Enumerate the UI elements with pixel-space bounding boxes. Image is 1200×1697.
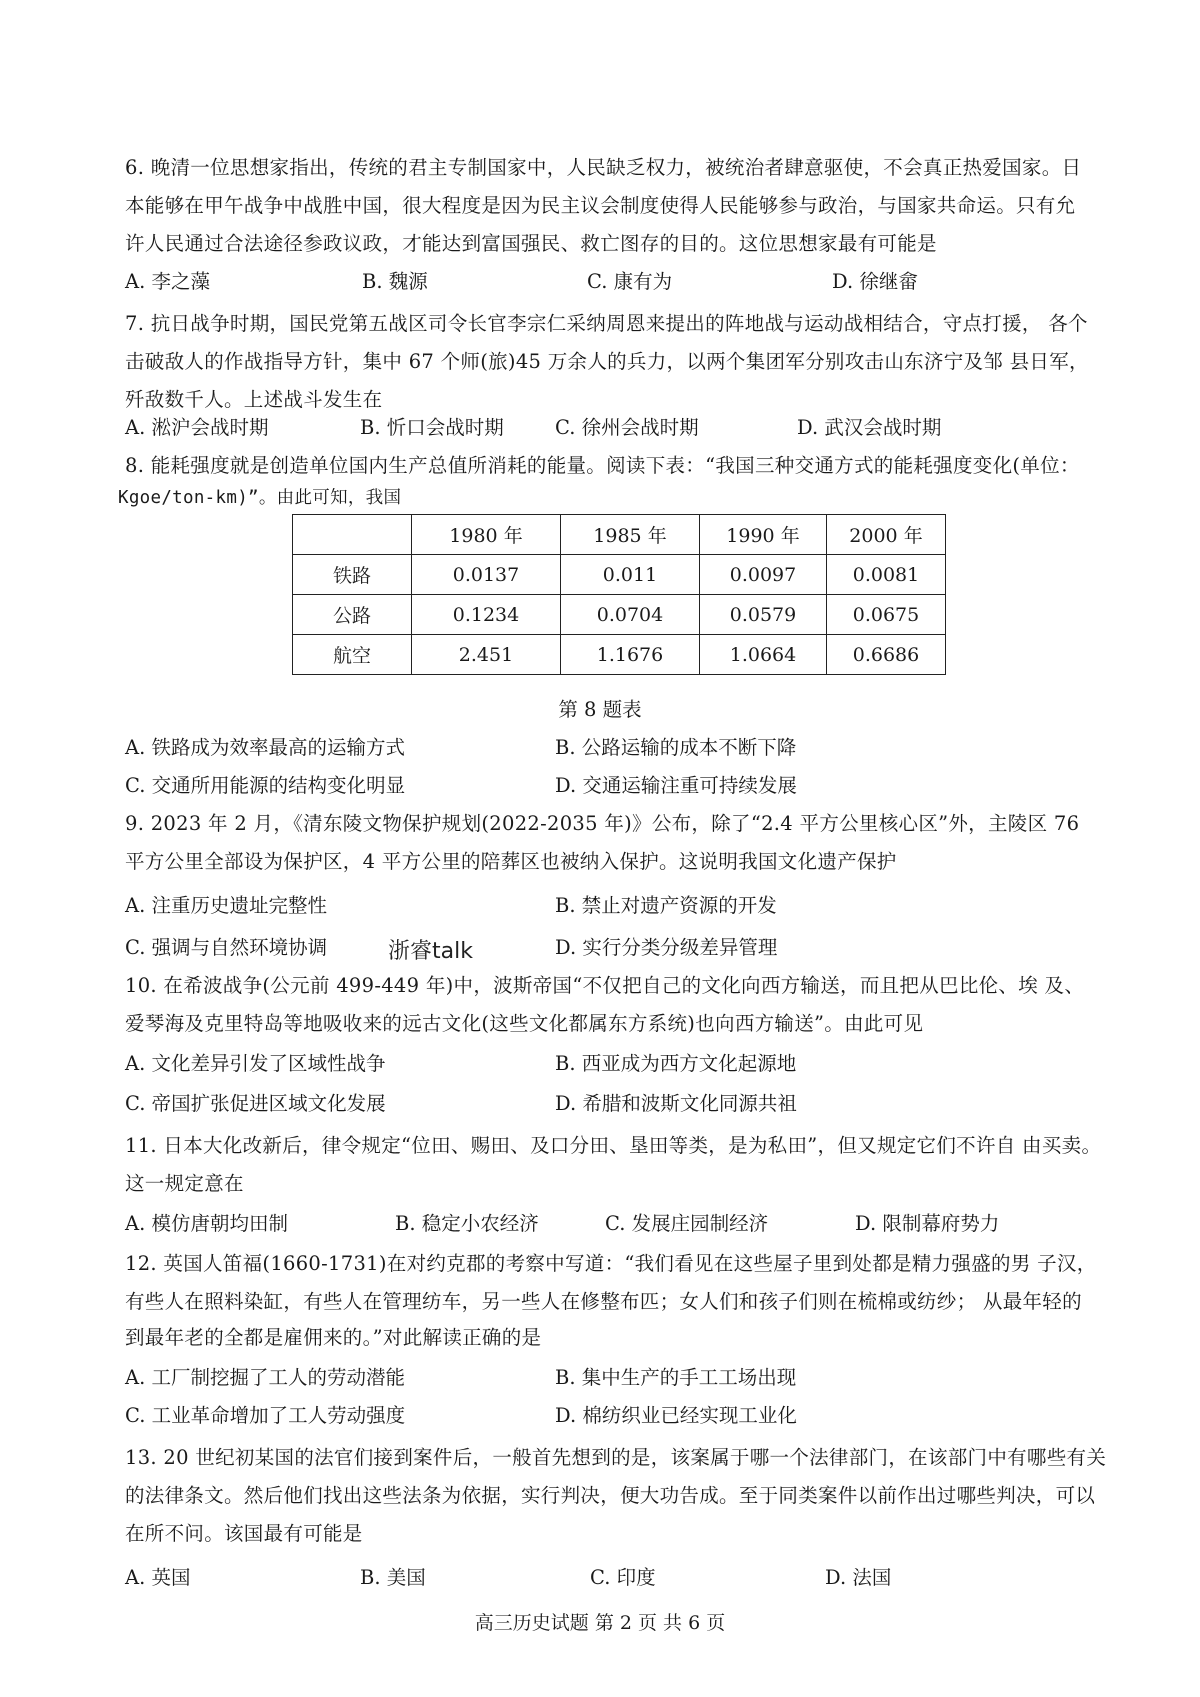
table-cell: 0.0579 (700, 595, 827, 635)
question-text-line: 9. 2023 年 2 月，《清东陵文物保护规划(2022-2035 年)》公布，除了“2.4 平方公里核心区”外，主陵区 76 (125, 812, 1080, 835)
row-label-cell: 公路 (293, 595, 412, 635)
page-footer: 高三历史试题 第 2 页 共 6 页 (474, 1612, 726, 1634)
option-d: D. 徐继畲 (832, 270, 918, 293)
table-cell: 0.0081 (827, 555, 946, 595)
question-text-line: 在所不问。该国最有可能是 (125, 1522, 363, 1545)
option-b: B. 忻口会战时期 (360, 416, 504, 439)
option-c: C. 强调与自然环境协调 (125, 936, 328, 959)
question-text-line: 平方公里全部设为保护区，4 平方公里的陪葬区也被纳入保护。这说明我国文化遗产保护 (125, 850, 897, 873)
option-d: D. 希腊和波斯文化同源共祖 (555, 1092, 797, 1115)
table-cell: 0.0097 (700, 555, 827, 595)
question-text-line: Kgoe/ton-km)”。由此可知，我国 (118, 488, 402, 508)
table-cell: 0.0704 (561, 595, 700, 635)
option-b: B. 美国 (360, 1566, 426, 1589)
question-text-line: 10. 在希波战争(公元前 499-449 年)中，波斯帝国“不仅把自己的文化向西方输送，而且把从巴比伦、埃 及、 (125, 974, 1085, 997)
question-text-line: 到最年老的全都是雇佣来的。”对此解读正确的是 (125, 1326, 542, 1349)
question-text-line: 本能够在甲午战争中战胜中国，很大程度是因为民主议会制度使得人民能够参与政治，与国家共命运。只有允 (125, 194, 1076, 217)
question-text-line: 爱琴海及克里特岛等地吸收来的远古文化(这些文化都属东方系统)也向西方输送”。由此可见 (125, 1012, 924, 1035)
option-c: C. 徐州会战时期 (555, 416, 699, 439)
watermark-text: 浙睿talk (388, 939, 473, 964)
question-text-line: 歼敌数千人。上述战斗发生在 (125, 388, 383, 411)
question-text-line: 击破敌人的作战指导方针，集中 67 个师(旅)45 万余人的兵力，以两个集团军分别攻击山东济宁及邹 县日军， (125, 350, 1089, 373)
table-caption: 第 8 题表 (558, 698, 642, 721)
option-a: A. 英国 (125, 1566, 191, 1589)
question-text-line: 12. 英国人笛福(1660-1731)在对约克郡的考察中写道：“我们看见在这些屋子里到处都是精力强盛的男 子汉， (125, 1252, 1097, 1275)
row-label-cell: 铁路 (293, 555, 412, 595)
option-d: D. 实行分类分级差异管理 (555, 936, 778, 959)
table-row (293, 555, 946, 595)
table-header-cell: 2000 年 (827, 515, 946, 555)
question-text-line: 6. 晚清一位思想家指出，传统的君主专制国家中，人民缺乏权力，被统治者肆意驱使，不会真正热爱国家。日 (125, 156, 1082, 179)
question-text-line: 许人民通过合法途径参政议政，才能达到富国强民、救亡图存的目的。这位思想家最有可能是 (125, 232, 937, 255)
option-a: A. 淞沪会战时期 (125, 416, 269, 439)
table-cell: 0.6686 (827, 635, 946, 675)
table-header-cell: 1985 年 (561, 515, 700, 555)
option-a: A. 李之藻 (125, 270, 210, 293)
option-d: D. 棉纺织业已经实现工业化 (555, 1404, 797, 1427)
question-text-line: 这一规定意在 (125, 1172, 244, 1195)
option-a: A. 模仿唐朝均田制 (125, 1212, 288, 1235)
question-text-line: 8. 能耗强度就是创造单位国内生产总值所消耗的能量。阅读下表：“我国三种交通方式的能耗强度变化(单位： (125, 454, 1080, 477)
energy-intensity-table (292, 514, 946, 675)
option-b: B. 稳定小农经济 (395, 1212, 539, 1235)
table-cell: 1.1676 (561, 635, 700, 675)
option-c: C. 印度 (590, 1566, 656, 1589)
table-header-cell: 1980 年 (412, 515, 561, 555)
option-b: B. 禁止对遗产资源的开发 (555, 894, 777, 917)
table-cell: 0.011 (561, 555, 700, 595)
option-c: C. 发展庄园制经济 (605, 1212, 769, 1235)
table-header-row (293, 515, 946, 555)
option-c: C. 帝国扩张促进区域文化发展 (125, 1092, 386, 1115)
option-d: D. 法国 (825, 1566, 892, 1589)
option-a: A. 铁路成为效率最高的运输方式 (125, 736, 405, 759)
table-cell: 2.451 (412, 635, 561, 675)
option-b: B. 公路运输的成本不断下降 (555, 736, 797, 759)
option-d: D. 武汉会战时期 (797, 416, 942, 439)
option-a: A. 注重历史遗址完整性 (125, 894, 327, 917)
table-cell: 0.1234 (412, 595, 561, 635)
option-a: A. 文化差异引发了区域性战争 (125, 1052, 386, 1075)
option-b: B. 集中生产的手工工场出现 (555, 1366, 797, 1389)
option-b: B. 魏源 (362, 270, 428, 293)
option-d: D. 交通运输注重可持续发展 (555, 774, 797, 797)
option-c: C. 交通所用能源的结构变化明显 (125, 774, 406, 797)
option-a: A. 工厂制挖掘了工人的劳动潜能 (125, 1366, 405, 1389)
table-cell: 1.0664 (700, 635, 827, 675)
question-text-line: 7. 抗日战争时期，国民党第五战区司令长官李宗仁采纳周恩来提出的阵地战与运动战相结合，守点打援， 各个 (125, 312, 1088, 335)
question-text-line: 13. 20 世纪初某国的法官们接到案件后，一般首先想到的是，该案属于哪一个法律部门，在该部门中有哪些有关 (125, 1446, 1107, 1469)
question-text-line: 11. 日本大化改新后，律令规定“位田、赐田、及口分田、垦田等类，是为私田”，但又规定它们不许自 由买卖。 (125, 1134, 1102, 1157)
question-text-line: 有些人在照料染缸，有些人在管理纺车，另一些人在修整布匹；女人们和孩子们则在梳棉或纺纱； 从最年轻的 (125, 1290, 1082, 1313)
table-cell: 0.0137 (412, 555, 561, 595)
option-c: C. 工业革命增加了工人劳动强度 (125, 1404, 406, 1427)
row-label-cell: 航空 (293, 635, 412, 675)
option-c: C. 康有为 (587, 270, 673, 293)
table-row (293, 635, 946, 675)
table-cell (293, 515, 412, 555)
table-cell: 0.0675 (827, 595, 946, 635)
option-b: B. 西亚成为西方文化起源地 (555, 1052, 797, 1075)
question-text-line: 的法律条文。然后他们找出这些法条为依据，实行判决，便大功告成。至于同类案件以前作出过哪些判决，可以 (125, 1484, 1096, 1507)
option-d: D. 限制幕府势力 (855, 1212, 1000, 1235)
table-header-cell: 1990 年 (700, 515, 827, 555)
table-row (293, 595, 946, 635)
